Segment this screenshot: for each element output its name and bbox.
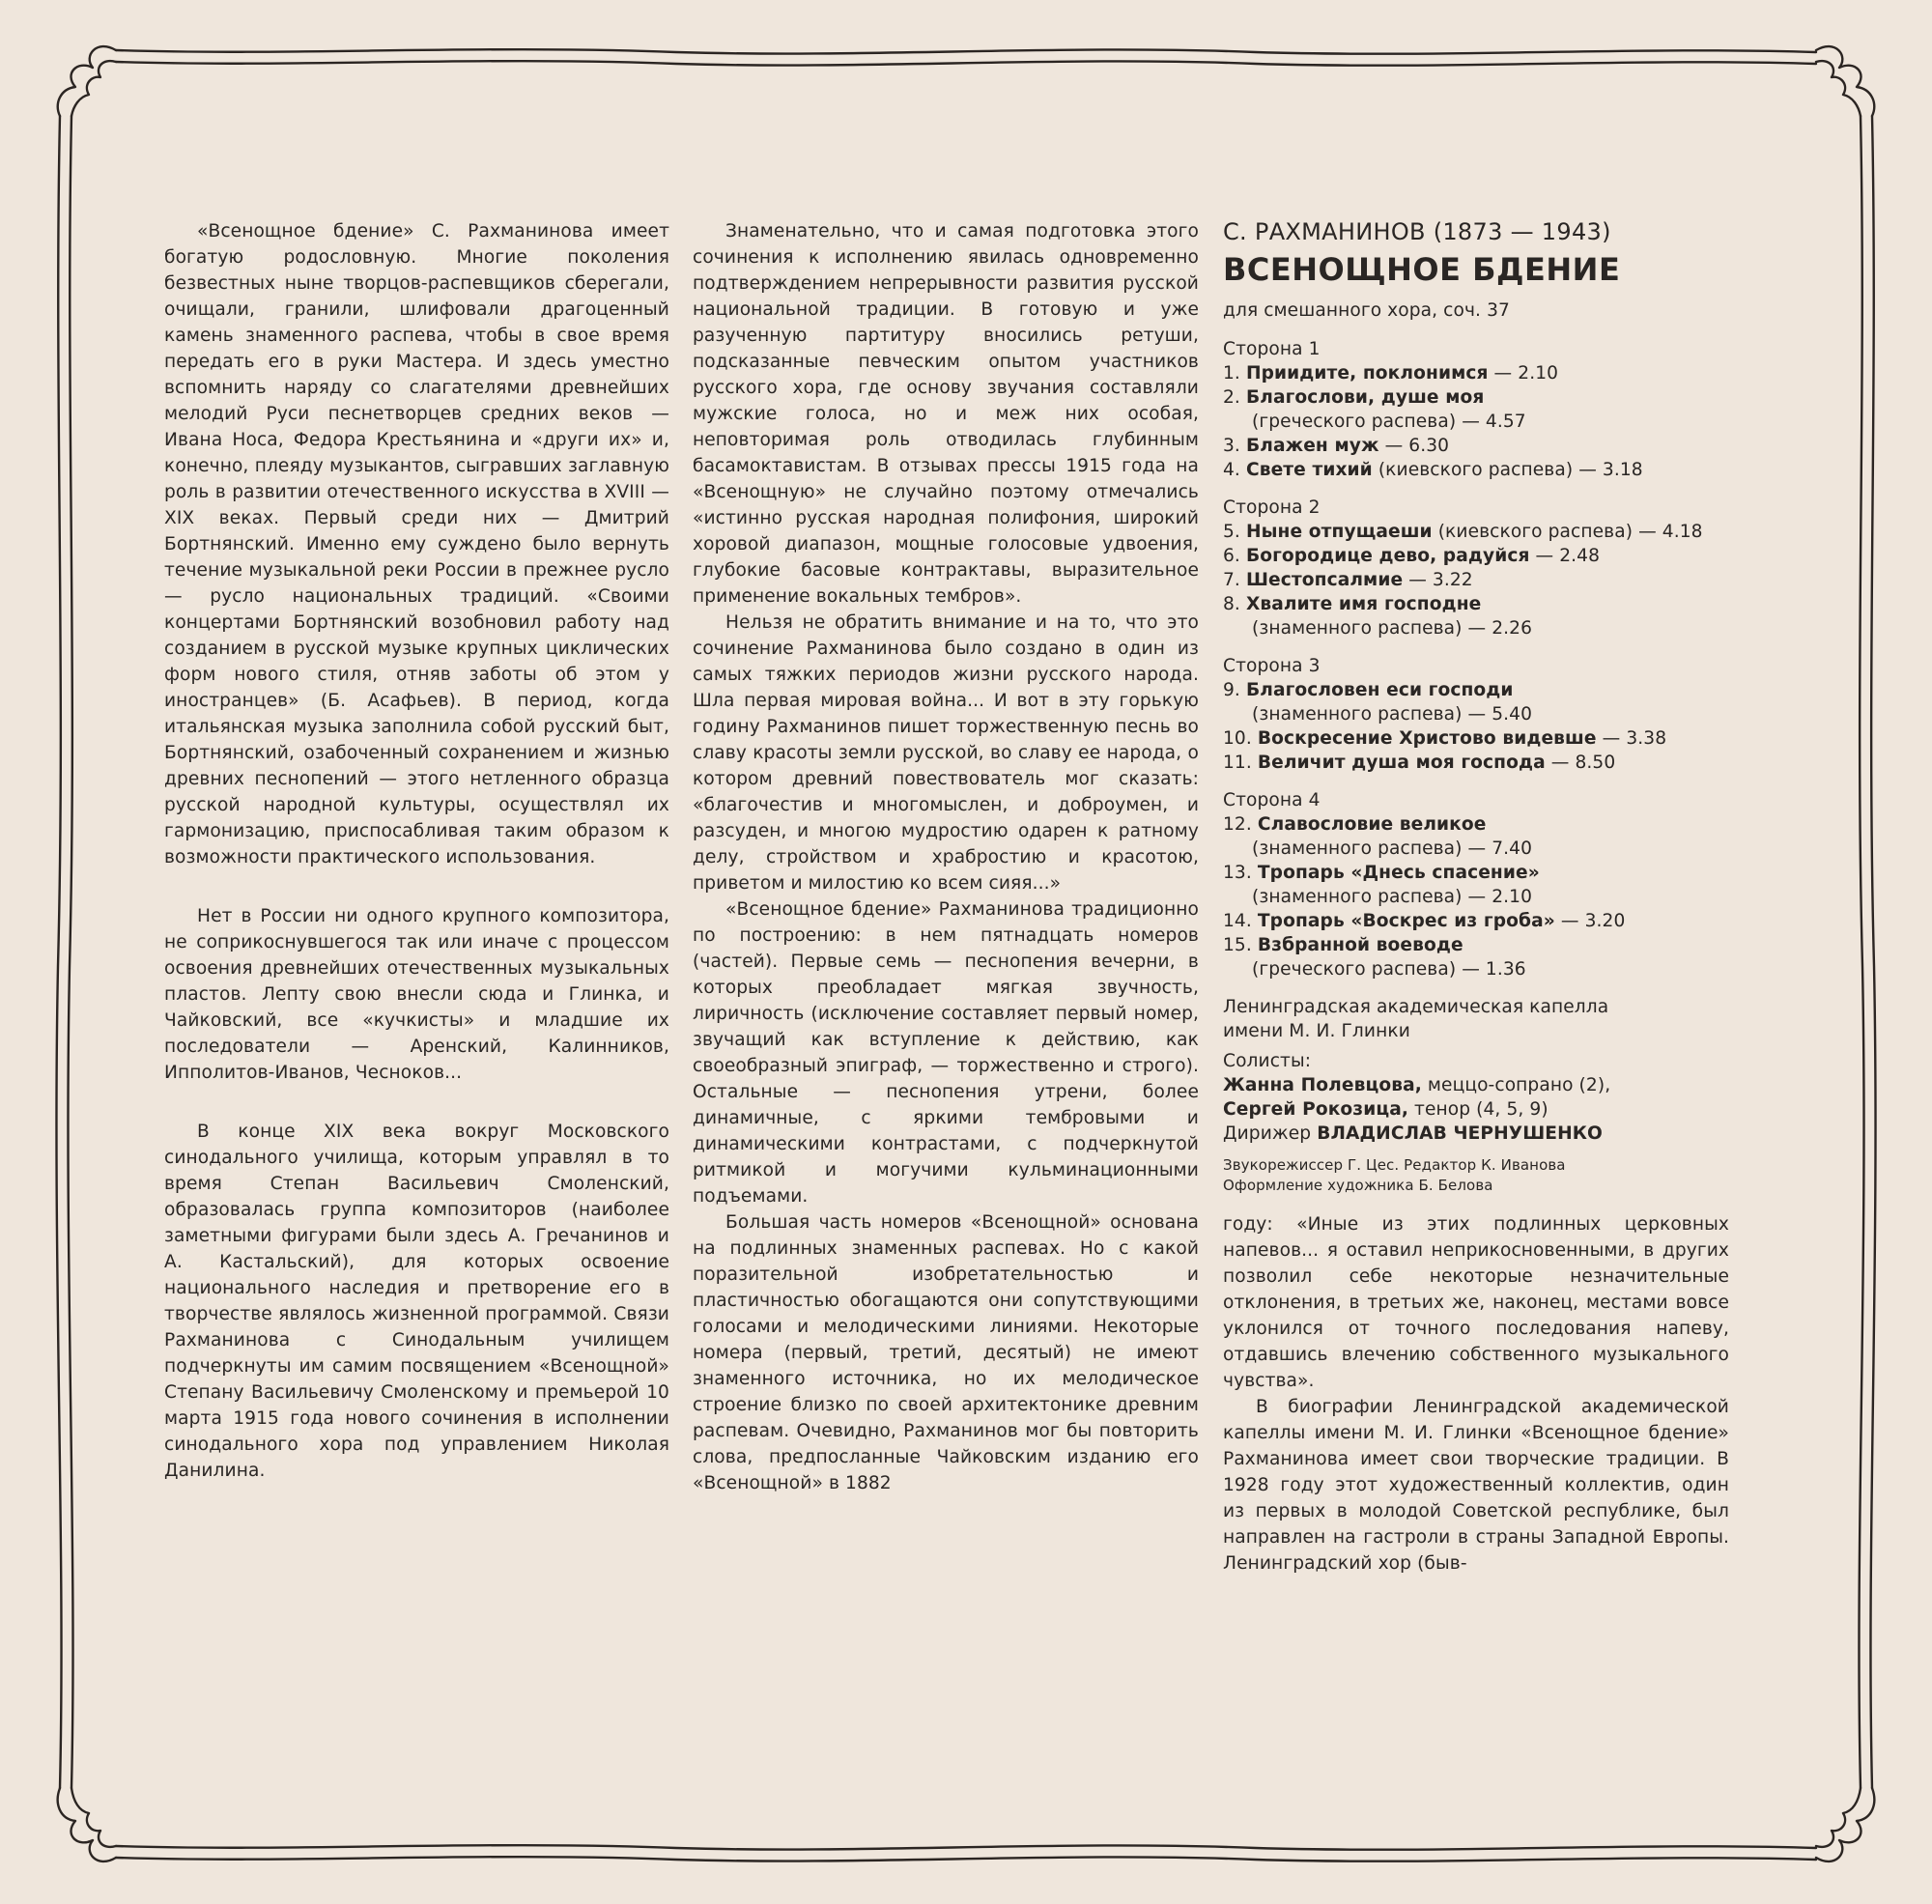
right-text <box>1223 1211 1729 1577</box>
track-item: 13. Тропарь «Днесь спасение» (знаменного распева) — 2.10 <box>1223 863 1540 907</box>
production-credits: Звукорежиссер Г. Цес. Редактор К. Иванова Оформление художника Б. Белова <box>1223 1156 1566 1194</box>
performers <box>1223 995 1729 1146</box>
tracklist <box>1223 337 1729 981</box>
paragraph: «Всенощное бдение» С. Рахманинова имеет богатую родословную. Многие поколения безвестных ныне творцов-распевщиков сберегали, очищали, гранили, шлифовали драгоценный камень знаменного распева, чтобы в свое время передать его в руки Мастера. И здесь уместно вспомнить наряду со слагателями древнейших мелодий Руси песнетворцев средних веков — Ивана Носа, Федора Крестьянина и «други их» и, конечно, плеяду музыкантов, сыгравших заглавную роль в развитии отечественного искусства в XVIII — XIX веках. Первый среди них — Дмитрий Бортнянский. Именно ему суждено было вернуть течение музыкальной реки России в прежнее русло — русло национальных традиций. «Своими концертами Бортнянский возобновил работу над созданием в русской музыке крупных циклических форм нового стиля, отняв заботы об этом у иностранцев» (Б. Асафьев). В период, когда итальянская музыка заполнила собой русский быт, Бортнянский, озабоченный сохранением и жизнью древних песнопений — этого нетленного образца русской народной культуры, осуществлял их гармонизацию, приспосабливая таким образом к возможности практического использования. <box>164 221 669 867</box>
work-title: ВСЕНОЩНОЕ БДЕНИЕ <box>1223 251 1621 288</box>
conductor: Дирижер ВЛАДИСЛАВ ЧЕРНУШЕНКО <box>1223 1123 1603 1144</box>
soloist: Жанна Полевцова, меццо-сопрано (2), <box>1223 1075 1611 1095</box>
track-item: 15. Взбранной воеводе (греческого распева) — 1.36 <box>1223 935 1526 980</box>
paragraph: Знаменательно, что и самая подготовка этого сочинения к исполнению явилась одновременно подтверждением непрерывности развития русской национальной традиции. В готовую и уже разученную партитуру вносились ретуши, подсказанные певческим опытом участников русского хора, где основу звучания составляли мужские голоса, но и меж них особая, неповторимая роль отводилась глубинным басамоктавистам. В отзывах прессы 1915 года на «Всенощную» не случайно поэтому отмечались «истинно русская народная полифония, широкий хоровой диапазон, мощные голосовые удвоения, глубокие басовые контрактавы, выразительное применение вокальных тембров». <box>693 221 1199 607</box>
paragraph: В биографии Ленинградской академической капеллы имени М. И. Глинки «Всенощное бдение» Рахманинова имеет свои творческие традиции. В 1928 году этот художественный коллектив, один из первых в молодой Советской республике, был направлен на гастроли в страны Западной Европы. Ленинградский хор (быв- <box>1223 1397 1729 1574</box>
soloists-label: Солисты: <box>1223 1051 1312 1071</box>
composer-heading: С. РАХМАНИНОВ (1873 — 1943) <box>1223 218 1611 245</box>
track-item: 11. Величит душа моя господа — 8.50 <box>1223 753 1616 773</box>
column-middle <box>693 218 1199 1496</box>
paragraph: году: «Иные из этих подлинных церковных напевов... я оставил неприкосновенными, в других позволил себе некоторые незначительные отклонения, в третьих же, наконец, местами вовсе уклонился от точного последования напеву, отдавшись влечению собственного музыкального чувства». <box>1223 1214 1729 1391</box>
soloist: Сергей Рокозица, тенор (4, 5, 9) <box>1223 1099 1548 1120</box>
track-item: 6. Богородице дево, радуйся — 2.48 <box>1223 546 1601 566</box>
track-item: 7. Шестопсалмие — 3.22 <box>1223 570 1473 590</box>
column-right <box>1223 218 1729 1577</box>
side-label: Сторона 3 <box>1223 656 1321 676</box>
paragraph: Большая часть номеров «Всенощной» основана на подлинных знаменных распевах. Но с какой поразительной изобретательностью и пластичностью обогащаются они сопутствующими голосами и мелодическими линиями. Некоторые номера (первый, третий, десятый) не имеют знаменного источника, но их мелодическое строение близко по своей архитектонике древним распевам. Очевидно, Рахманинов мог бы повторить слова, предпосланные Чайковским изданию его «Всенощной» в 1882 <box>693 1212 1199 1493</box>
column-left <box>164 218 669 1484</box>
track-item: 4. Свете тихий (киевского распева) — 3.18 <box>1223 460 1643 480</box>
track-item: 12. Славословие великое (знаменного распева) — 7.40 <box>1223 814 1533 859</box>
track-item: 14. Тропарь «Воскрес из гроба» — 3.20 <box>1223 911 1626 931</box>
work-subtitle: для смешанного хора, соч. 37 <box>1223 300 1510 321</box>
paragraph: В конце XIX века вокруг Московского синодального училища, которым управлял в то время Степан Васильевич Смоленский, образовалась группа композиторов (наиболее заметными фигурами были здесь А. Гречанинов и А. Кастальский), для которых освоение национального наследия и претворение его в творчестве являлось жизненной программой. Связи Рахманинова с Синодальным училищем подчеркнуты им самим посвящением «Всенощной» Степану Васильевичу Смоленскому и премьерой 10 марта 1915 года нового сочинения в исполнении синодального хора под управлением Николая Данилина. <box>164 1122 669 1481</box>
side-label: Сторона 4 <box>1223 790 1321 810</box>
track-item: 8. Хвалите имя господне (знаменного распева) — 2.26 <box>1223 594 1533 639</box>
paragraph: «Всенощное бдение» Рахманинова традиционно по построению: в нем пятнадцать номеров (частей). Первые семь — песнопения вечерни, в которых преобладает мягкая звучность, лиричность (исключение составляет первый номер, звучащий как вступление к действию, как своеобразный эпиграф, — торжественно и строго). Остальные — песнопения утрени, более динамичные, с яркими тембровыми и динамическими контрастами, с подчеркнутой ритмикой и могучими кульминационными подъемами. <box>693 899 1199 1207</box>
paragraph: Нет в России ни одного крупного композитора, не соприкоснувшегося так или иначе с процессом освоения древнейших отечественных музыкальных пластов. Лепту свою внесли сюда и Глинка, и Чайковский, все «кучкисты» и младшие их последователи — Аренский, Калинников, Ипполитов-Иванов, Чесноков... <box>164 906 669 1083</box>
side-label: Сторона 1 <box>1223 339 1321 359</box>
choir-name: Ленинградская академическая капелла <box>1223 997 1609 1017</box>
side-label: Сторона 2 <box>1223 497 1321 518</box>
choir-name-cont: имени М. И. Глинки <box>1223 1021 1410 1041</box>
track-item: 1. Приидите, поклонимся — 2.10 <box>1223 363 1559 384</box>
track-item: 9. Благословен еси господи (знаменного распева) — 5.40 <box>1223 680 1533 725</box>
track-item: 2. Благослови, душе моя (греческого распева) — 4.57 <box>1223 387 1526 432</box>
paragraph: Нельзя не обратить внимание и на то, что это сочинение Рахманинова было создано в один из самых тяжких периодов жизни русского народа. Шла первая мировая война... И вот в эту горькую годину Рахманинов пишет торжественную песнь во славу красоты земли русской, во славу ее народа, о котором древний повествователь мог сказать: «благочестив и многомыслен, и доброумен, и разсуден, и многою мудростию одарен к ратному делу, стройством и храбростию и красотою, приветом и милостию ко всем сияя...» <box>693 612 1199 894</box>
track-item: 10. Воскресение Христово видевше — 3.38 <box>1223 728 1667 749</box>
track-item: 3. Блажен муж — 6.30 <box>1223 436 1450 456</box>
track-item: 5. Ныне отпущаеши (киевского распева) — 4.18 <box>1223 522 1703 542</box>
